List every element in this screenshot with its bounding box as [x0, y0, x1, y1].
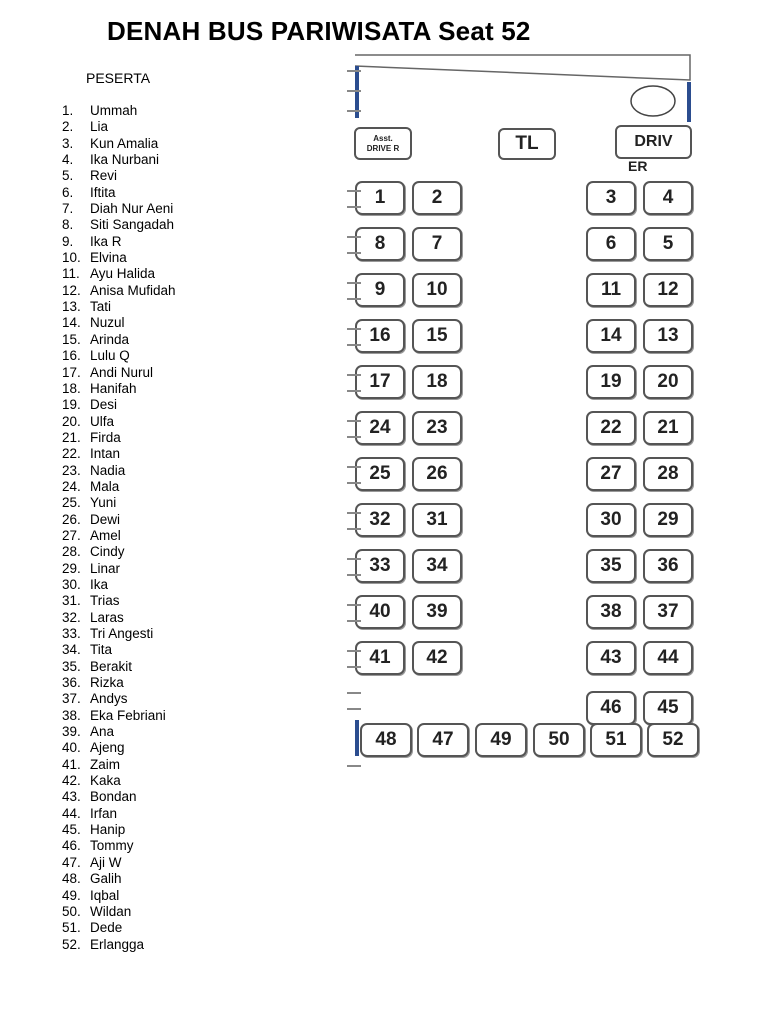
participant-number: 46.: [62, 838, 81, 854]
participant-number: 42.: [62, 773, 81, 789]
front-door-right: [687, 82, 691, 122]
window-tick: [347, 420, 361, 422]
seat-2: 2: [412, 181, 462, 215]
window-tick: [347, 558, 361, 560]
seat-29: 29: [643, 503, 693, 537]
participant-name: Nuzul: [90, 315, 125, 331]
seat-32: 32: [355, 503, 405, 537]
page-title: DENAH BUS PARIWISATA Seat 52: [107, 16, 531, 46]
seat-30: 30: [586, 503, 636, 537]
participant-name: Intan: [90, 446, 121, 462]
seat-42: 42: [412, 641, 462, 675]
seat-33: 33: [355, 549, 405, 583]
seat-48: 48: [360, 723, 412, 757]
participant-name: Linar: [90, 560, 121, 576]
steering-wheel-icon: [631, 86, 675, 116]
seat-31: 31: [412, 503, 462, 537]
participant-name: Ulfa: [90, 413, 115, 429]
participant-number: 9.: [62, 233, 74, 249]
participant-name: Revi: [90, 168, 118, 184]
participant-number: 30.: [62, 576, 81, 592]
participant-number: 48.: [62, 871, 81, 887]
participant-number: 16.: [62, 348, 81, 364]
window-tick: [347, 528, 361, 530]
seat-7: 7: [412, 227, 462, 261]
window-tick: [347, 666, 361, 668]
seat-14: 14: [586, 319, 636, 353]
participant-number: 10.: [62, 250, 81, 266]
participant-name: Aji W: [90, 854, 122, 870]
participant-name: Yuni: [90, 495, 117, 511]
window-tick: [347, 466, 361, 468]
participant-name: Lulu Q: [90, 348, 130, 364]
participant-name: Andys: [90, 691, 128, 707]
seat-24: 24: [355, 411, 405, 445]
participant-number: 43.: [62, 789, 81, 805]
participant-name: Kun Amalia: [90, 135, 159, 151]
participant-name: Amel: [90, 527, 121, 543]
participant-name: Dewi: [90, 511, 121, 527]
seat-25: 25: [355, 457, 405, 491]
seat-10: 10: [412, 273, 462, 307]
seat-17: 17: [355, 365, 405, 399]
window-tick: [347, 765, 361, 767]
seat-34: 34: [412, 549, 462, 583]
participant-name: Zaim: [90, 756, 120, 772]
window-tick: [347, 692, 361, 694]
participant-name: Andi Nurul: [90, 364, 154, 380]
seat-46: 46: [586, 691, 636, 725]
participant-number: 52.: [62, 936, 81, 952]
participant-name: Tommy: [90, 838, 134, 854]
participant-number: 8.: [62, 217, 74, 233]
window-tick: [347, 90, 361, 92]
participant-name: Bondan: [90, 789, 137, 805]
participant-name: Iqbal: [90, 887, 120, 903]
participant-name: Irfan: [90, 805, 118, 821]
window-tick: [347, 708, 361, 710]
driver-box: DRIV: [615, 125, 692, 159]
window-tick: [347, 650, 361, 652]
participant-number: 20.: [62, 413, 81, 429]
window-tick: [347, 390, 361, 392]
seat-47: 47: [417, 723, 469, 757]
seat-52: 52: [647, 723, 699, 757]
participant-number: 50.: [62, 903, 81, 919]
participant-number: 45.: [62, 822, 81, 838]
participant-number: 6.: [62, 184, 74, 200]
participant-number: 12.: [62, 282, 81, 298]
seat-38: 38: [586, 595, 636, 629]
participant-name: Laras: [90, 609, 124, 625]
participant-name: Siti Sangadah: [90, 217, 175, 233]
seat-44: 44: [643, 641, 693, 675]
seat-27: 27: [586, 457, 636, 491]
window-tick: [347, 190, 361, 192]
window-tick: [347, 436, 361, 438]
participant-number: 11.: [62, 266, 80, 282]
participant-name: Ana: [90, 724, 115, 740]
seat-22: 22: [586, 411, 636, 445]
seat-16: 16: [355, 319, 405, 353]
seat-37: 37: [643, 595, 693, 629]
participant-number: 2.: [62, 119, 74, 135]
window-tick: [347, 374, 361, 376]
window-tick: [347, 70, 361, 72]
participant-number: 36.: [62, 675, 81, 691]
seat-5: 5: [643, 227, 693, 261]
seat-50: 50: [533, 723, 585, 757]
participant-name: Berakit: [90, 658, 133, 674]
participant-name: Tita: [90, 642, 113, 658]
seat-43: 43: [586, 641, 636, 675]
participant-name: Ajeng: [90, 740, 125, 756]
participant-number: 35.: [62, 658, 81, 674]
participant-name: Galih: [90, 871, 122, 887]
participant-number: 39.: [62, 724, 81, 740]
participant-number: 14.: [62, 315, 81, 331]
participant-name: Lia: [90, 119, 109, 135]
window-tick: [347, 206, 361, 208]
participant-name: Ummah: [90, 103, 138, 118]
seat-23: 23: [412, 411, 462, 445]
window-tick: [347, 344, 361, 346]
seat-18: 18: [412, 365, 462, 399]
participant-number: 37.: [62, 691, 81, 707]
driver-label-suffix: ER: [628, 158, 648, 174]
window-tick: [347, 328, 361, 330]
participant-name: Rizka: [90, 675, 124, 691]
participant-number: 15.: [62, 331, 81, 347]
seat-21: 21: [643, 411, 693, 445]
participant-name: Kaka: [90, 773, 121, 789]
window-tick: [347, 252, 361, 254]
window-tick: [347, 298, 361, 300]
window-tick: [347, 620, 361, 622]
window-tick: [347, 282, 361, 284]
seat-40: 40: [355, 595, 405, 629]
participant-number: 27.: [62, 527, 81, 543]
participant-number: 25.: [62, 495, 81, 511]
window-tick: [347, 482, 361, 484]
rear-door: [355, 720, 359, 756]
participant-name: Desi: [90, 397, 118, 413]
participant-number: 49.: [62, 887, 81, 903]
window-tick: [347, 512, 361, 514]
assistant-driver-box: Asst. DRIVE R: [354, 127, 412, 160]
window-tick: [347, 110, 361, 112]
participant-number: 34.: [62, 642, 81, 658]
seat-35: 35: [586, 549, 636, 583]
participant-number: 13.: [62, 299, 81, 315]
participant-name: Ika Nurbani: [90, 152, 160, 168]
participant-name: Erlangga: [90, 936, 145, 952]
participants-heading: PESERTA: [86, 70, 151, 86]
participant-number: 41.: [62, 756, 81, 772]
participant-number: 1.: [62, 103, 74, 118]
participant-number: 40.: [62, 740, 81, 756]
seat-26: 26: [412, 457, 462, 491]
participant-number: 47.: [62, 854, 81, 870]
participant-number: 23.: [62, 462, 81, 478]
participant-name: Mala: [90, 478, 120, 494]
participant-name: Arinda: [90, 331, 130, 347]
seat-51: 51: [590, 723, 642, 757]
seat-1: 1: [355, 181, 405, 215]
participant-number: 33.: [62, 626, 81, 641]
seat-49: 49: [475, 723, 527, 757]
participant-number: 22.: [62, 446, 81, 462]
seat-36: 36: [643, 549, 693, 583]
window-tick: [347, 604, 361, 606]
participant-name: Anisa Mufidah: [90, 282, 176, 298]
participant-name: Diah Nur Aeni: [90, 201, 174, 217]
seat-20: 20: [643, 365, 693, 399]
seat-13: 13: [643, 319, 693, 353]
seat-3: 3: [586, 181, 636, 215]
window-tick: [347, 574, 361, 576]
seat-4: 4: [643, 181, 693, 215]
seat-28: 28: [643, 457, 693, 491]
participant-number: 5.: [62, 168, 74, 184]
participant-name: Nadia: [90, 462, 126, 478]
seat-11: 11: [586, 273, 636, 307]
participant-name: Iftita: [90, 184, 116, 200]
participant-name: Trias: [90, 593, 120, 609]
participant-number: 26.: [62, 511, 81, 527]
participant-number: 18.: [62, 380, 81, 396]
window-tick: [347, 236, 361, 238]
seat-9: 9: [355, 273, 405, 307]
seat-6: 6: [586, 227, 636, 261]
participant-number: 28.: [62, 544, 81, 560]
participant-number: 19.: [62, 397, 81, 413]
seat-15: 15: [412, 319, 462, 353]
participant-name: Cindy: [90, 544, 125, 560]
participant-name: Hanip: [90, 822, 126, 838]
participant-name: Ika: [90, 576, 109, 592]
participant-name: Firda: [90, 429, 121, 445]
participant-name: Tri Angesti: [90, 626, 154, 641]
seat-41: 41: [355, 641, 405, 675]
participant-number: 17.: [62, 364, 81, 380]
seat-45: 45: [643, 691, 693, 725]
participant-name: Hanifah: [90, 380, 137, 396]
participant-number: 24.: [62, 478, 81, 494]
seat-12: 12: [643, 273, 693, 307]
participant-number: 29.: [62, 560, 81, 576]
seat-8: 8: [355, 227, 405, 261]
toilet-box: TL: [498, 128, 556, 160]
participant-name: Dede: [90, 920, 123, 936]
participant-number: 51.: [62, 920, 81, 936]
participant-number: 7.: [62, 201, 74, 217]
seat-39: 39: [412, 595, 462, 629]
participant-name: Elvina: [90, 250, 127, 266]
participant-number: 3.: [62, 135, 74, 151]
participant-name: Ayu Halida: [90, 266, 156, 282]
seat-19: 19: [586, 365, 636, 399]
participant-number: 32.: [62, 609, 81, 625]
participant-name: Ika R: [90, 233, 122, 249]
participant-number: 38.: [62, 707, 81, 723]
participant-name: Tati: [90, 299, 112, 315]
participant-number: 31.: [62, 593, 81, 609]
participant-name: Wildan: [90, 903, 132, 919]
participant-number: 4.: [62, 152, 74, 168]
participant-number: 44.: [62, 805, 81, 821]
participant-number: 21.: [62, 429, 81, 445]
participant-name: Eka Febriani: [90, 707, 166, 723]
